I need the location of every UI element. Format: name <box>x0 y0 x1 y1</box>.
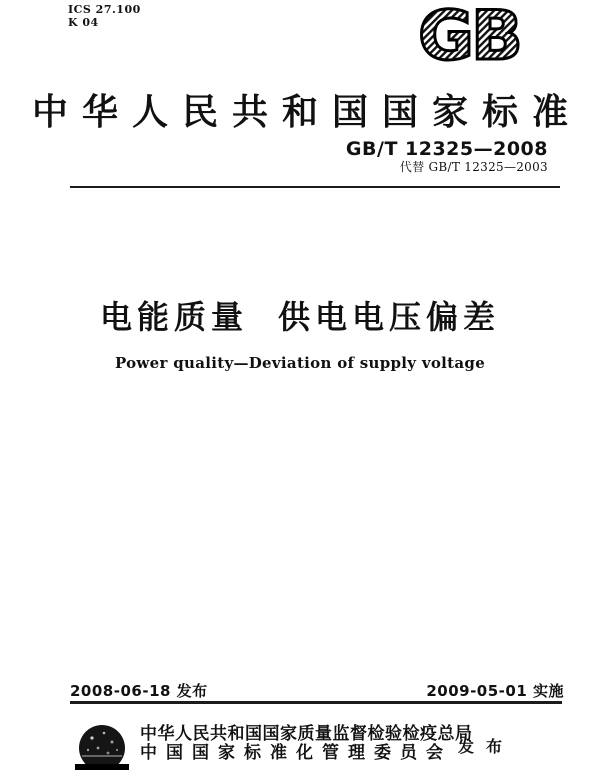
dates-row <box>70 680 564 701</box>
issuer-lines <box>140 724 473 762</box>
issue-date: 2008-06-18 发布 <box>70 682 208 700</box>
document-title-part1: 电能质量 <box>99 299 248 335</box>
header-divider <box>70 186 560 188</box>
document-title <box>0 292 600 338</box>
gb-logo-text: GB <box>418 2 520 68</box>
national-standard-title: 中华人民共和国国家标准 <box>31 92 582 132</box>
classification-code: K 04 <box>68 16 99 29</box>
ics-block <box>68 3 141 29</box>
publish-label: 发布 <box>458 739 515 756</box>
implement-date: 2009-05-01 实施 <box>426 682 564 700</box>
english-title: Power quality—Deviation of supply voltage <box>114 354 486 372</box>
document-title-part2: 供电电压偏差 <box>278 299 501 335</box>
issuer-line1: 中华人民共和国国家质量监督检验检疫总局 <box>140 724 473 743</box>
standard-number: GB/T 12325—2008 <box>345 138 548 160</box>
ics-code: ICS 27.100 <box>68 3 141 16</box>
emblem-icon <box>74 722 130 770</box>
gb-logo-icon <box>402 2 536 68</box>
issuer-line2: 中国国家标准化管理委员会 <box>140 743 452 762</box>
replaces-note: 代替 GB/T 12325—2003 <box>399 160 548 174</box>
standard-number-block <box>346 139 548 175</box>
publisher-block <box>0 718 600 770</box>
footer-divider <box>70 701 562 704</box>
